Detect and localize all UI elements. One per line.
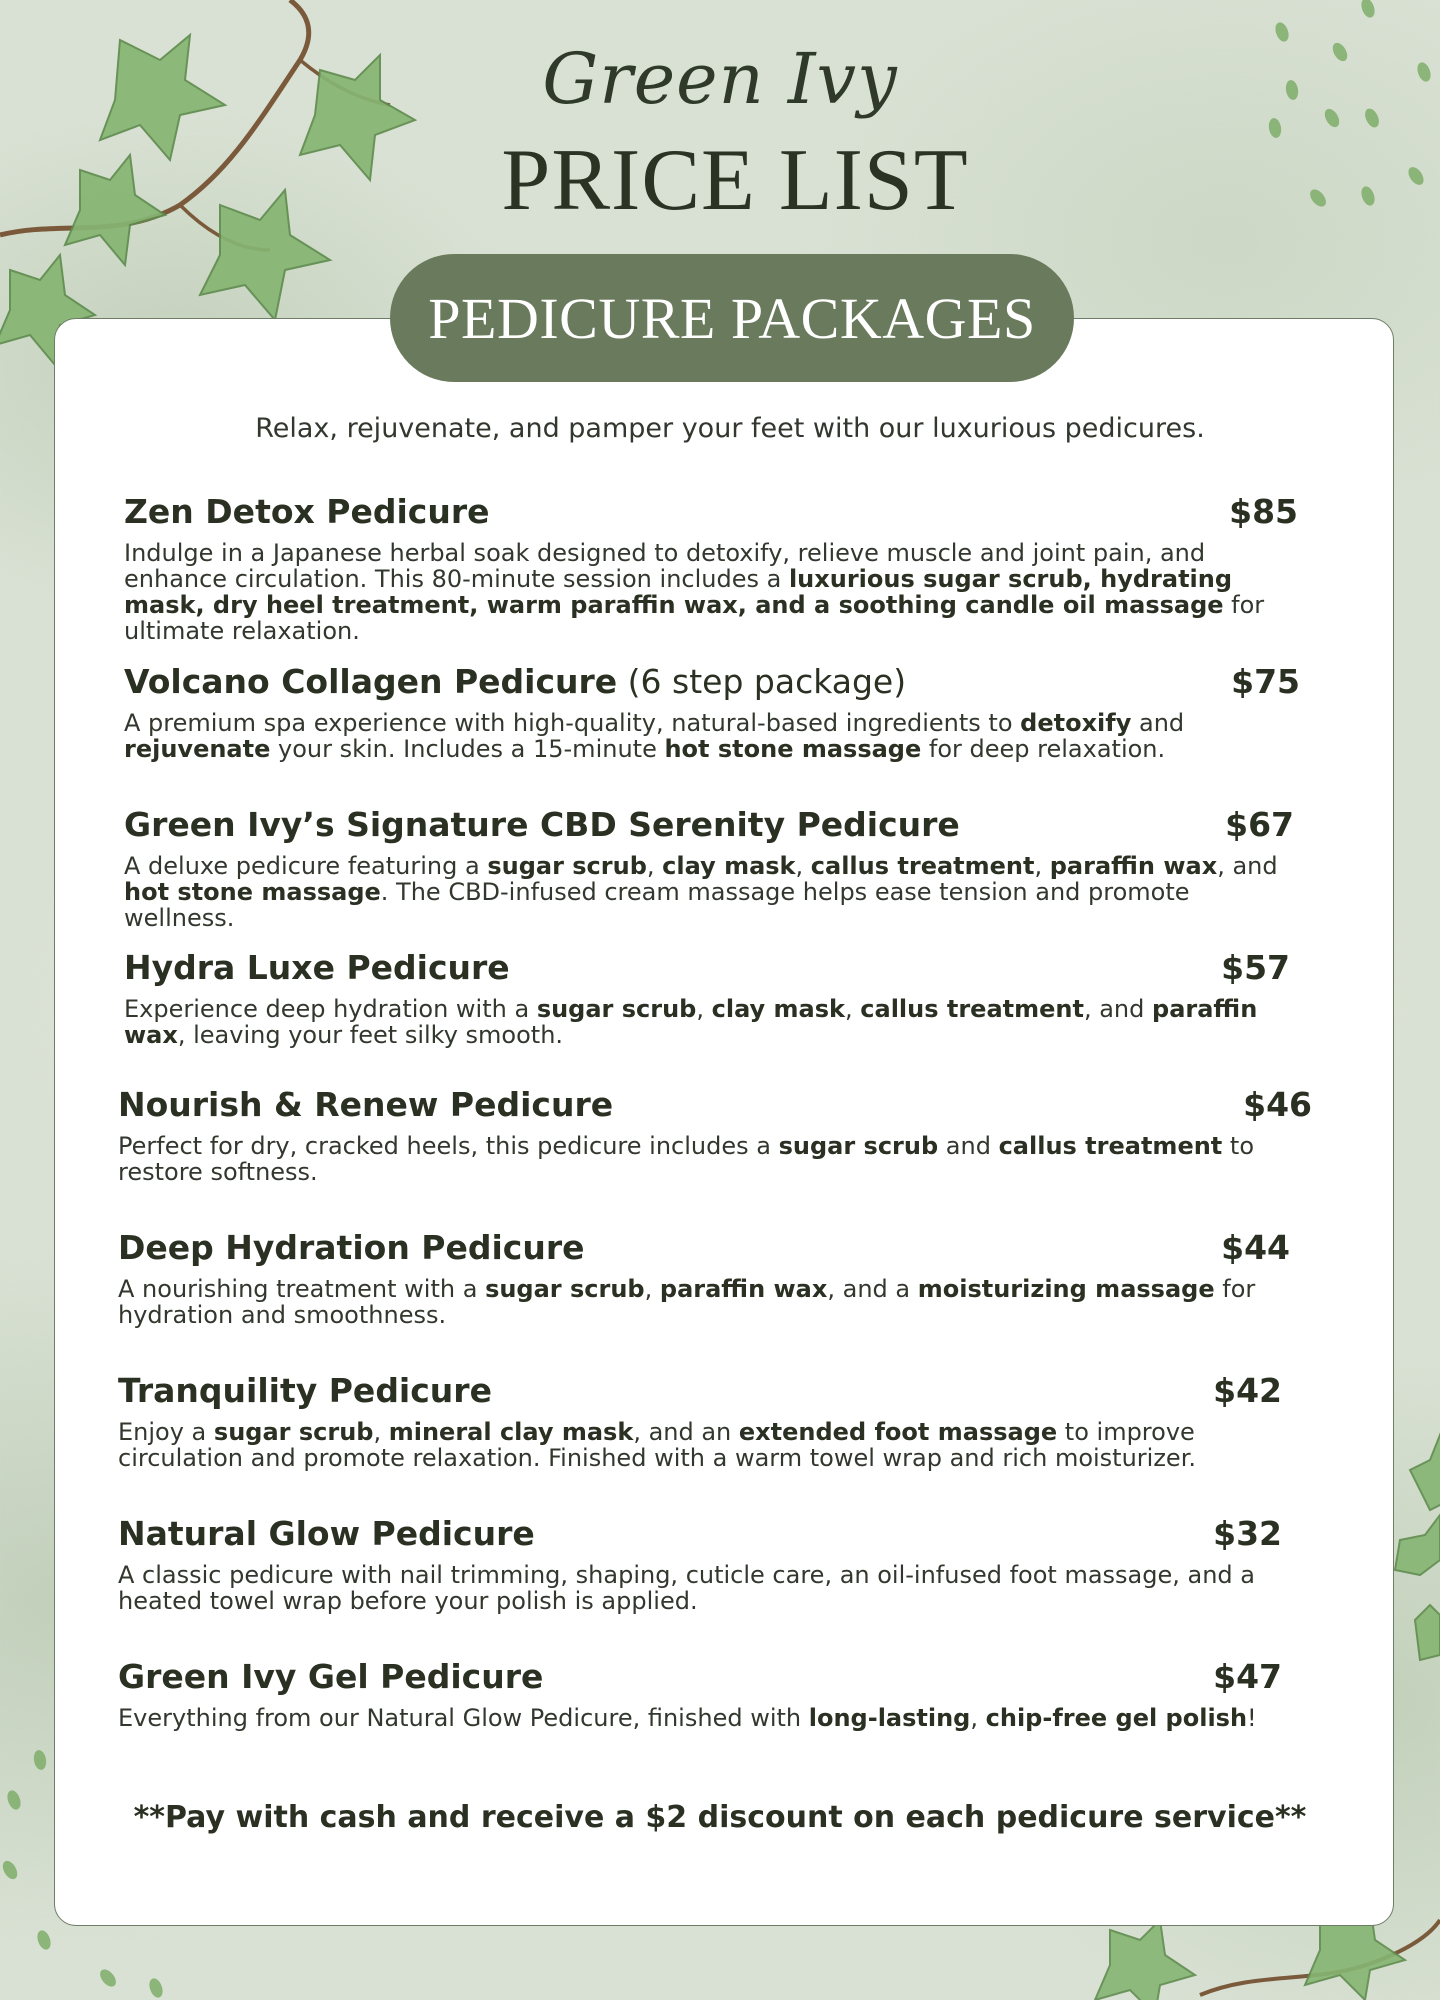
item-description-text: Perfect for dry, cracked heels, this pedicure includes a bbox=[118, 1132, 779, 1160]
item-header bbox=[118, 1514, 1282, 1558]
item-price: $75 bbox=[1231, 662, 1300, 701]
section-title: PEDICURE PACKAGES bbox=[428, 285, 1036, 351]
item-price: $42 bbox=[1213, 1371, 1282, 1410]
item-description-text: A nourishing treatment with a bbox=[118, 1275, 486, 1303]
cash-discount-note: **Pay with cash and receive a $2 discount on each pedicure service** bbox=[133, 1800, 1307, 1835]
item-header bbox=[118, 1085, 1312, 1129]
section-title-pill bbox=[390, 254, 1074, 382]
pedicure-item bbox=[118, 1371, 1282, 1471]
item-description-text: and bbox=[1131, 709, 1185, 737]
item-description-text: A deluxe pedicure featuring a bbox=[124, 852, 488, 880]
item-description-highlight: sugar scrub bbox=[536, 995, 697, 1023]
item-header bbox=[124, 948, 1290, 992]
item-description bbox=[118, 1133, 1312, 1185]
item-description-text: Enjoy a bbox=[118, 1418, 214, 1446]
item-description-text: , bbox=[646, 852, 663, 880]
item-description-text: , bbox=[970, 1704, 986, 1732]
item-description-text: , bbox=[696, 995, 712, 1023]
item-price: $46 bbox=[1243, 1085, 1312, 1124]
item-price: $57 bbox=[1221, 948, 1290, 987]
item-description bbox=[124, 853, 1294, 931]
page-title: PRICE LIST bbox=[501, 132, 969, 229]
pedicure-item bbox=[118, 1228, 1290, 1328]
item-description-text: Everything from our Natural Glow Pedicure, finished with bbox=[118, 1704, 809, 1732]
item-description-highlight: long-lasting bbox=[808, 1704, 971, 1732]
item-header bbox=[124, 492, 1298, 536]
item-description-highlight: callus treatment bbox=[860, 995, 1084, 1023]
item-description-highlight: paraffin wax bbox=[124, 995, 1258, 1049]
item-description-text: ! bbox=[1247, 1704, 1257, 1732]
pedicure-item bbox=[118, 1085, 1312, 1185]
item-description-highlight: hot stone massage bbox=[124, 878, 381, 906]
item-description-text: for hydration and smoothness. bbox=[118, 1275, 1256, 1329]
item-description bbox=[124, 710, 1300, 762]
item-description-highlight: sugar scrub bbox=[485, 1275, 645, 1303]
item-description-text: , and bbox=[1083, 995, 1153, 1023]
pedicure-item bbox=[118, 1657, 1282, 1731]
item-description-highlight: callus treatment bbox=[998, 1132, 1223, 1160]
item-description-highlight: paraffin wax bbox=[659, 1275, 828, 1303]
item-description-text: A classic pedicure with nail trimming, shaping, cuticle care, an oil-infused foot massage, and a heated towel wrap before your polish is applied. bbox=[118, 1561, 1255, 1615]
item-name: Deep Hydration Pedicure bbox=[118, 1228, 585, 1267]
item-description-highlight: sugar scrub bbox=[778, 1132, 939, 1160]
item-description bbox=[118, 1276, 1290, 1328]
item-description-highlight: extended foot massage bbox=[738, 1418, 1058, 1446]
item-description-text: , bbox=[845, 995, 861, 1023]
intro-text: Relax, rejuvenate, and pamper your feet with our luxurious pedicures. bbox=[255, 413, 1205, 444]
item-description-text: your skin. Includes a 15-minute bbox=[270, 735, 665, 763]
pedicure-item bbox=[124, 662, 1300, 762]
item-description-highlight: mineral clay mask bbox=[388, 1418, 634, 1446]
item-price: $32 bbox=[1213, 1514, 1282, 1553]
item-name: Tranquility Pedicure bbox=[118, 1371, 492, 1410]
item-name-suffix: (6 step package) bbox=[617, 662, 907, 701]
item-description-text: . The CBD-infused cream massage helps ease tension and promote wellness. bbox=[124, 878, 1190, 932]
item-name: Green Ivy Gel Pedicure bbox=[118, 1657, 544, 1696]
item-description-highlight: clay mask bbox=[662, 852, 796, 880]
item-name: Hydra Luxe Pedicure bbox=[124, 948, 510, 987]
item-description bbox=[118, 1705, 1282, 1731]
item-description-highlight: chip-free gel polish bbox=[985, 1704, 1248, 1732]
item-description-text: , bbox=[644, 1275, 660, 1303]
item-header bbox=[118, 1371, 1282, 1415]
item-description-text: , bbox=[373, 1418, 389, 1446]
item-price: $47 bbox=[1213, 1657, 1282, 1696]
item-description-text: for ultimate relaxation. bbox=[124, 591, 1265, 645]
item-description bbox=[124, 996, 1290, 1048]
item-price: $67 bbox=[1225, 805, 1294, 844]
pedicure-item bbox=[124, 948, 1290, 1048]
item-description-highlight: detoxify bbox=[1020, 709, 1132, 737]
item-description-highlight: sugar scrub bbox=[487, 852, 647, 880]
item-description-text: , bbox=[795, 852, 811, 880]
item-description-highlight: callus treatment bbox=[810, 852, 1035, 880]
item-header bbox=[118, 1228, 1290, 1272]
item-description bbox=[118, 1419, 1282, 1471]
brand-script-title: Green Ivy bbox=[542, 38, 898, 120]
item-description-text: , and an bbox=[633, 1418, 739, 1446]
pedicure-item bbox=[118, 1514, 1282, 1614]
item-description-text: Experience deep hydration with a bbox=[124, 995, 537, 1023]
item-description-highlight: hot stone massage bbox=[664, 735, 922, 763]
item-description-text: and bbox=[938, 1132, 999, 1160]
item-description-highlight: sugar scrub bbox=[213, 1418, 374, 1446]
pedicure-item bbox=[124, 805, 1294, 931]
item-description-text: to improve circulation and promote relaxation. Finished with a warm towel wrap and rich moisturizer. bbox=[118, 1418, 1196, 1472]
item-description bbox=[124, 540, 1298, 644]
item-name: Nourish & Renew Pedicure bbox=[118, 1085, 614, 1124]
item-header bbox=[118, 1657, 1282, 1701]
item-description-text: , and a bbox=[827, 1275, 918, 1303]
item-description-highlight: rejuvenate bbox=[124, 735, 271, 763]
item-name: Green Ivy’s Signature CBD Serenity Pedicure bbox=[124, 805, 960, 844]
item-header bbox=[124, 805, 1294, 849]
item-description-highlight: clay mask bbox=[711, 995, 845, 1023]
item-name: Volcano Collagen Pedicure (6 step package) bbox=[124, 662, 907, 701]
item-description-text: A premium spa experience with high-quality, natural-based ingredients to bbox=[124, 709, 1021, 737]
item-name: Natural Glow Pedicure bbox=[118, 1514, 535, 1553]
item-description bbox=[118, 1562, 1282, 1614]
item-description-text: , bbox=[1034, 852, 1050, 880]
item-price: $85 bbox=[1229, 492, 1298, 531]
item-description-text: Indulge in a Japanese herbal soak designed to detoxify, relieve muscle and joint pain, and enhance circulation. This 80-minute session includes a bbox=[124, 539, 1206, 593]
item-description-text: for deep relaxation. bbox=[921, 735, 1166, 763]
item-description-highlight: luxurious sugar scrub, hydrating mask, dry heel treatment, warm paraffin wax, and a soothing candle oil massage bbox=[124, 565, 1233, 619]
item-description-text: , and bbox=[1217, 852, 1278, 880]
item-description-highlight: paraffin wax bbox=[1049, 852, 1218, 880]
item-description-text: to restore softness. bbox=[118, 1132, 1255, 1186]
item-name: Zen Detox Pedicure bbox=[124, 492, 490, 531]
pedicure-item bbox=[124, 492, 1298, 644]
item-header bbox=[124, 662, 1300, 706]
item-description-text: , leaving your feet silky smooth. bbox=[177, 1021, 564, 1049]
item-price: $44 bbox=[1221, 1228, 1290, 1267]
item-description-highlight: moisturizing massage bbox=[917, 1275, 1215, 1303]
